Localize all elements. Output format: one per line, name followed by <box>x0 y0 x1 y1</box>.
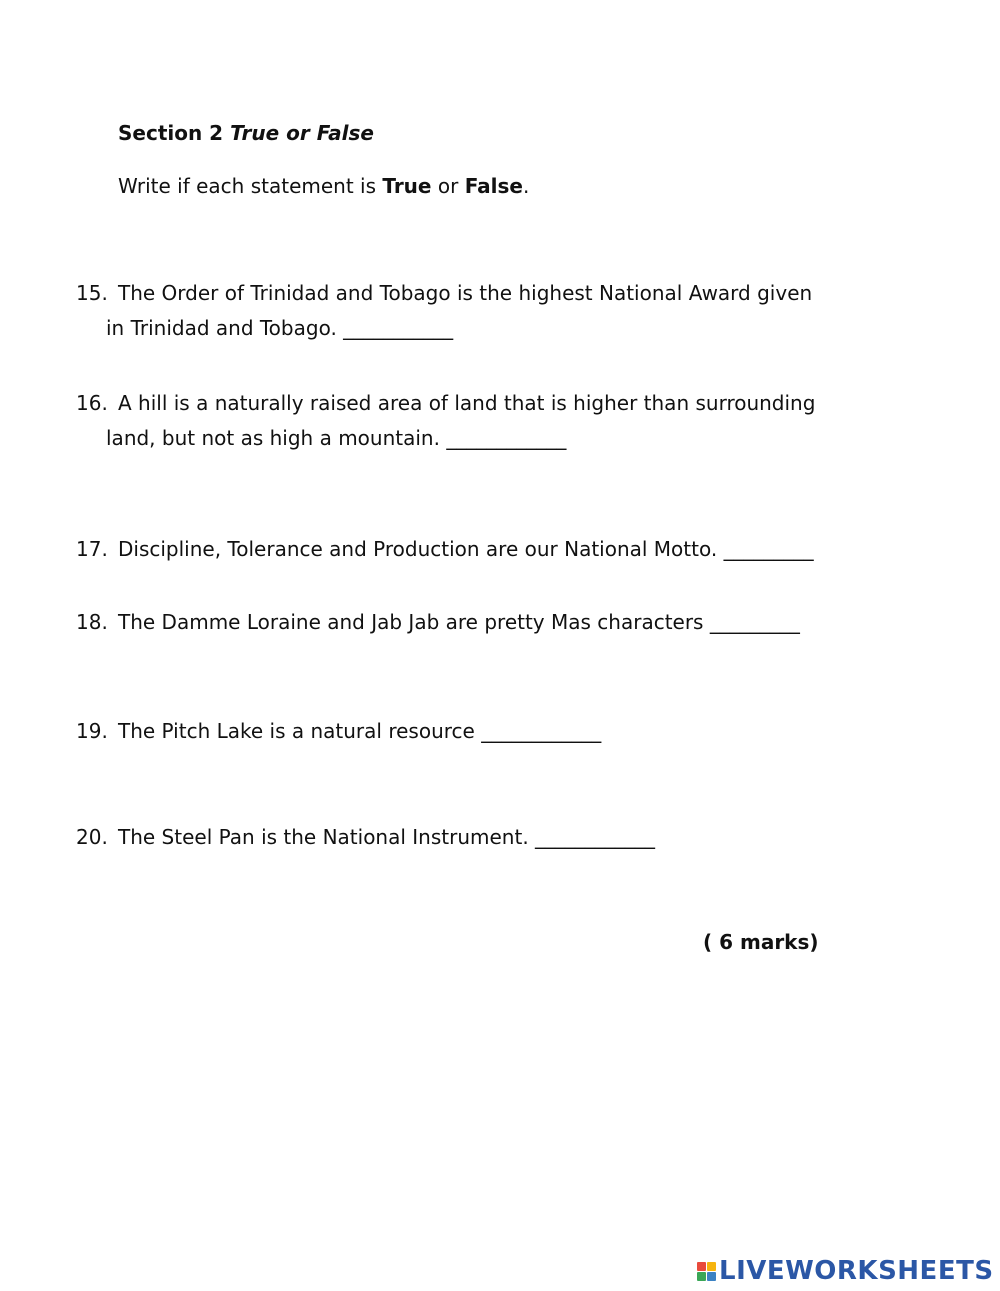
question-text-line2: land, but not as high a mountain. <box>106 426 440 450</box>
answer-blank[interactable]: ___________ <box>343 316 454 340</box>
question-number: 16. <box>76 391 108 415</box>
logo-square-blue <box>707 1272 716 1281</box>
question-17 <box>76 537 814 561</box>
instructions-prefix: Write if each statement is <box>118 174 377 198</box>
instructions-true-word: True <box>382 174 432 198</box>
question-number: 17. <box>76 537 108 561</box>
instructions <box>118 174 529 198</box>
question-number: 20. <box>76 825 108 849</box>
section-label: Section 2 <box>118 121 224 145</box>
question-number: 15. <box>76 281 108 305</box>
question-18 <box>76 610 800 634</box>
liveworksheets-logo-text: LIVEWORKSHEETS <box>719 1256 994 1286</box>
answer-blank[interactable]: ____________ <box>535 825 656 849</box>
answer-blank[interactable]: _________ <box>709 610 800 634</box>
liveworksheets-logo-icon <box>697 1262 716 1281</box>
question-19 <box>76 719 601 743</box>
section-heading <box>118 121 374 145</box>
logo-square-green <box>697 1272 706 1281</box>
question-number: 19. <box>76 719 108 743</box>
answer-blank[interactable]: ____________ <box>446 426 567 450</box>
instructions-or-word: or <box>437 174 459 198</box>
question-text-line2: in Trinidad and Tobago. <box>106 316 337 340</box>
question-text-line1: The Order of Trinidad and Tobago is the highest National Award given <box>118 281 813 305</box>
section-title: True or False <box>230 121 374 145</box>
question-text-line1: Discipline, Tolerance and Production are our National Motto. <box>118 537 718 561</box>
logo-square-red <box>697 1262 706 1271</box>
liveworksheets-logo[interactable] <box>697 1254 994 1288</box>
question-16 <box>76 391 815 450</box>
marks-total: ( 6 marks) <box>703 930 819 954</box>
answer-blank[interactable]: _________ <box>723 537 814 561</box>
question-text-line1: The Pitch Lake is a natural resource <box>118 719 475 743</box>
question-text-line1: A hill is a naturally raised area of land that is higher than surrounding <box>118 391 816 415</box>
question-text-line1: The Damme Loraine and Jab Jab are pretty Mas characters <box>118 610 704 634</box>
instructions-false-word: False <box>464 174 523 198</box>
logo-square-yellow <box>707 1262 716 1271</box>
question-20 <box>76 825 655 849</box>
instructions-suffix: . <box>523 174 530 198</box>
question-text-line1: The Steel Pan is the National Instrument. <box>118 825 529 849</box>
answer-blank[interactable]: ____________ <box>481 719 602 743</box>
question-15 <box>76 281 812 340</box>
question-number: 18. <box>76 610 108 634</box>
